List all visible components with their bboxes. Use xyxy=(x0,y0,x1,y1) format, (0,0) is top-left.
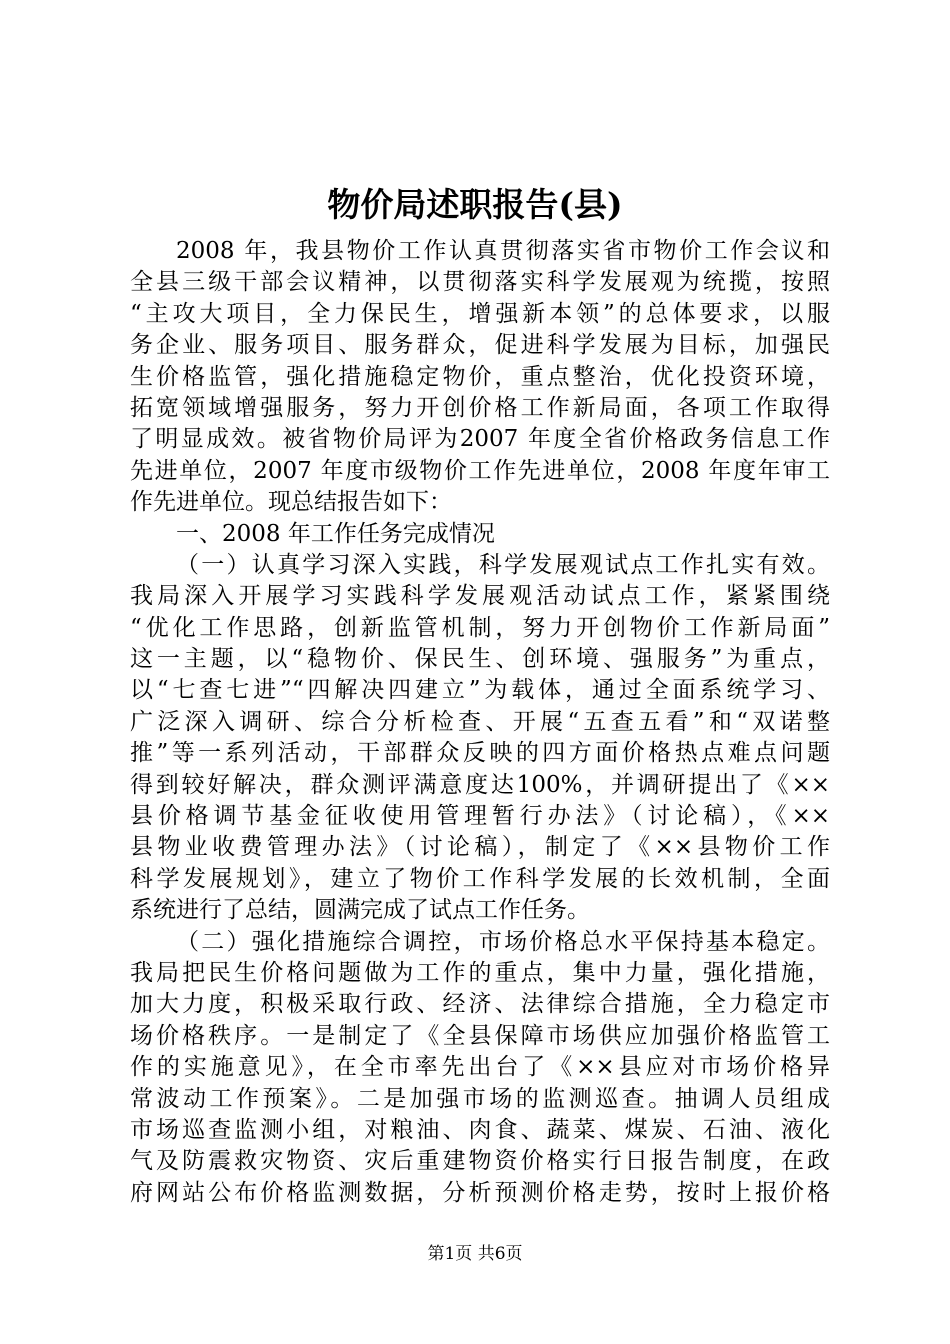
body-line xyxy=(130,801,830,832)
body-line xyxy=(130,456,830,487)
body-line-text: （二）强化措施综合调控，市场价格总水平保持基本稳定。 xyxy=(176,928,830,955)
document-body xyxy=(130,236,830,1209)
document-title: 物价局述职报告(县) xyxy=(327,185,623,224)
body-line xyxy=(130,1084,830,1115)
body-line xyxy=(130,330,830,361)
body-line-text: 我局深入开展学习实践科学发展观活动试点工作，紧紧围绕 xyxy=(130,583,830,610)
body-line-text: 生价格监管，强化措施稳定物价，重点整治，优化投资环境， xyxy=(130,363,830,390)
body-line-text: 得到较好解决，群众测评满意度达100%，并调研提出了《×× xyxy=(130,771,830,798)
body-line xyxy=(130,1146,830,1177)
body-line-text: 场价格秩序。一是制定了《全县保障市场供应加强价格监管工 xyxy=(130,1022,830,1049)
page-footer: 第1页 共6页 xyxy=(427,1244,523,1264)
body-line xyxy=(130,613,830,644)
body-line xyxy=(130,267,830,298)
body-line-text: 2008 年，我县物价工作认真贯彻落实省市物价工作会议和 xyxy=(176,238,830,264)
body-line xyxy=(130,707,830,738)
body-line-text: 县价格调节基金征收使用管理暂行办法》（讨论稿），《×× xyxy=(130,803,830,830)
body-line-text: 全县三级干部会议精神，以贯彻落实科学发展观为统揽，按照 xyxy=(130,269,830,296)
body-line-text: 我局把民生价格问题做为工作的重点，集中力量，强化措施， xyxy=(130,959,830,986)
body-line-text: 常波动工作预案》。二是加强市场的监测巡查。抽调人员组成 xyxy=(130,1085,830,1112)
body-line xyxy=(130,393,830,424)
body-line-text: 作的实施意见》，在全市率先出台了《××县应对市场价格异 xyxy=(130,1054,830,1081)
body-line-text: （一）认真学习深入实践，科学发展观试点工作扎实有效。 xyxy=(176,551,830,578)
body-line xyxy=(130,236,830,267)
body-line xyxy=(130,989,830,1020)
body-line xyxy=(130,550,830,581)
body-line-text: 加大力度，积极采取行政、经济、法律综合措施，全力稳定市 xyxy=(130,991,830,1018)
body-line-text: 拓宽领域增强服务，努力开创价格工作新局面，各项工作取得 xyxy=(130,394,830,421)
body-line xyxy=(130,362,830,393)
body-line-text: 作先进单位。现总结报告如下： xyxy=(130,489,452,516)
body-line xyxy=(130,864,830,895)
body-line-text: 县物业收费管理办法》（讨论稿），制定了《××县物价工作 xyxy=(130,834,830,861)
body-line xyxy=(130,644,830,675)
body-line xyxy=(130,299,830,330)
body-line xyxy=(130,675,830,706)
body-line-text: 广泛深入调研、综合分析检查、开展“五查五看”和“双诺整 xyxy=(130,708,830,735)
body-line xyxy=(130,519,830,550)
body-line-text: “主攻大项目，全力保民生，增强新本领”的总体要求，以服 xyxy=(130,300,830,327)
body-line-text: 了明显成效。被省物价局评为2007 年度全省价格政务信息工作 xyxy=(130,426,830,453)
body-line xyxy=(130,581,830,612)
body-line xyxy=(130,927,830,958)
body-line-text: 系统进行了总结，圆满完成了试点工作任务。 xyxy=(130,897,590,924)
body-line-text: 这一主题，以“稳物价、保民生、创环境、强服务”为重点， xyxy=(130,646,830,673)
body-line-text: 科学发展规划》，建立了物价工作科学发展的长效机制，全面 xyxy=(130,865,830,892)
body-line-text: 先进单位，2007 年度市级物价工作先进单位，2008 年度年审工 xyxy=(130,457,830,484)
body-line-text: 推”等一系列活动，干部群众反映的四方面价格热点难点问题 xyxy=(130,740,830,767)
body-line-text: 以“七查七进”“四解决四建立”为载体，通过全面系统学习、 xyxy=(130,677,830,704)
body-line xyxy=(130,424,830,455)
body-line-text: 气及防震救灾物资、灾后重建物资价格实行日报告制度，在政 xyxy=(130,1148,830,1175)
body-line xyxy=(130,1178,830,1209)
body-line-text: 一、2008 年工作任务完成情况 xyxy=(176,520,495,547)
body-line xyxy=(130,1052,830,1083)
body-line-text: “优化工作思路，创新监管机制，努力开创物价工作新局面” xyxy=(130,614,830,641)
body-line-text: 务企业、服务项目、服务群众，促进科学发展为目标，加强民 xyxy=(130,332,830,359)
body-line xyxy=(130,1115,830,1146)
body-line-text: 市场巡查监测小组，对粮油、肉食、蔬菜、煤炭、石油、液化 xyxy=(130,1116,830,1143)
body-line xyxy=(130,895,830,926)
body-line xyxy=(130,958,830,989)
body-line xyxy=(130,738,830,769)
body-line xyxy=(130,832,830,863)
body-line-text: 府网站公布价格监测数据，分析预测价格走势，按时上报价格 xyxy=(130,1179,830,1206)
body-line xyxy=(130,487,830,518)
body-line xyxy=(130,1021,830,1052)
body-line xyxy=(130,770,830,801)
